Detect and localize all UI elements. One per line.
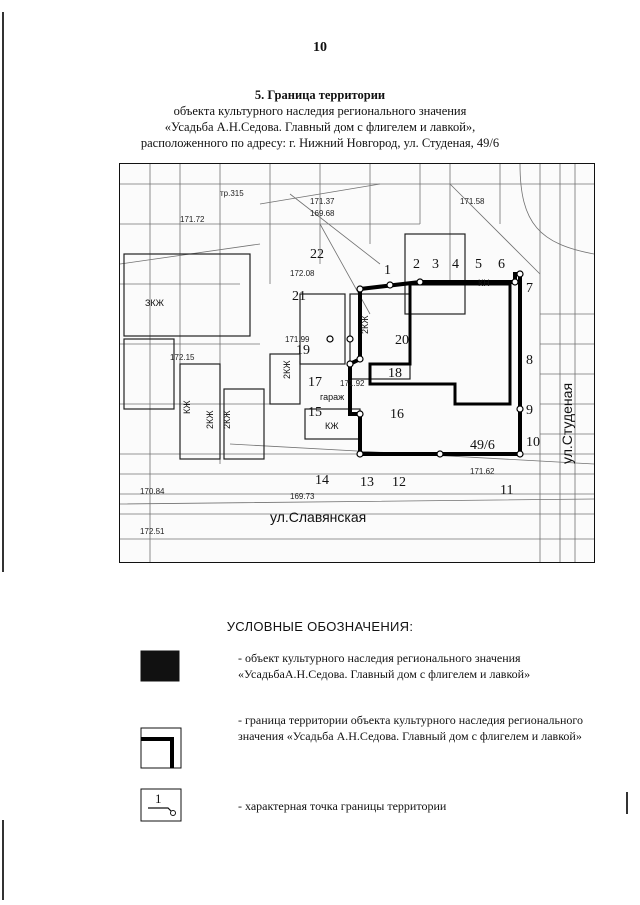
legend-item-heritage-object xyxy=(140,650,600,690)
point-number: 14 xyxy=(315,473,329,488)
scan-edge-left-bottom xyxy=(2,820,4,900)
street-label-studenaya: ул.Студеная xyxy=(559,382,575,464)
point-number: 17 xyxy=(308,375,322,390)
elevation-mark: 171.99 xyxy=(285,335,310,344)
point-number: 19 xyxy=(296,343,310,358)
house-number-label: 49/6 xyxy=(470,438,495,453)
elevation-mark: 171.62 xyxy=(470,467,495,476)
point-number: 7 xyxy=(526,281,533,296)
point-number: 18 xyxy=(388,366,402,381)
building-label: КЖ xyxy=(182,400,192,414)
boundary-line-icon xyxy=(140,727,182,769)
legend-item-territory-boundary xyxy=(140,712,600,772)
elevation-mark: 171.72 xyxy=(180,215,205,224)
legend-text: - граница территории объекта культурного наследия регионального значения «Усадьба А.Н.Седова. Главный дом с флигелем и лавкой» xyxy=(238,713,584,743)
heading-line-2: объекта культурного наследия регионального значения xyxy=(173,104,467,118)
elevation-mark: 170.84 xyxy=(140,487,165,496)
point-number: 9 xyxy=(526,403,533,418)
site-plan-drawing xyxy=(120,164,594,562)
heading-title: 5. Граница территории xyxy=(254,88,386,102)
elevation-mark: 169.68 xyxy=(310,209,335,218)
legend-text: - объект культурного наследия регионального значения «УсадьбаА.Н.Седова. Главный дом с флигелем и лавкой» xyxy=(238,651,531,681)
elevation-mark: 172.15 xyxy=(170,353,195,362)
point-number: 5 xyxy=(475,257,482,272)
point-number: 20 xyxy=(395,333,409,348)
building-label: КН xyxy=(478,278,490,288)
elevation-mark: 171.37 xyxy=(310,197,335,206)
scan-edge-left xyxy=(2,12,4,572)
boundary-points xyxy=(327,271,523,457)
heading-line-3: «Усадьба А.Н.Седова. Главный дом с флигелем и лавкой», xyxy=(164,120,476,134)
point-number: 11 xyxy=(500,483,514,498)
elevation-mark: 172.51 xyxy=(140,527,165,536)
elevation-mark: тр.315 xyxy=(220,189,244,198)
scan-edge-right xyxy=(626,792,628,814)
point-number: 13 xyxy=(360,475,374,490)
elevation-mark: 171.92 xyxy=(340,379,365,388)
heritage-building xyxy=(370,284,510,404)
point-number: 6 xyxy=(498,257,505,272)
legend-title: УСЛОВНЫЕ ОБОЗНАЧЕНИЯ: xyxy=(226,619,414,634)
section-heading xyxy=(60,87,580,151)
street-label-slavyanskaya: ул.Славянская xyxy=(270,509,367,525)
point-number: 1 xyxy=(384,263,391,278)
building-label: КЖ xyxy=(325,421,339,431)
boundary-point-icon xyxy=(140,788,182,822)
heading-line-4: расположенного по адресу: г. Нижний Новгород, ул. Студеная, 49/6 xyxy=(140,136,500,150)
point-number: 4 xyxy=(452,257,459,272)
point-number: 2 xyxy=(413,257,420,272)
point-number: 16 xyxy=(390,407,404,422)
page-number: 10 xyxy=(313,40,327,55)
elevation-mark: 171.58 xyxy=(460,197,485,206)
point-number: 12 xyxy=(392,475,406,490)
boundary-point-number: 1 xyxy=(155,791,162,806)
building-label: гараж xyxy=(320,392,345,402)
point-number: 21 xyxy=(292,289,306,304)
legend-item-boundary-point xyxy=(140,788,600,824)
filled-rectangle-icon xyxy=(140,650,180,682)
point-number: 15 xyxy=(308,405,322,420)
building-label: 2КЖ xyxy=(205,410,215,429)
building-label: 2КЖ xyxy=(282,360,292,379)
elevation-mark: 172.08 xyxy=(290,269,315,278)
building-label: 2КЖ xyxy=(360,315,370,334)
site-plan-map xyxy=(119,163,595,563)
building-label: 2КЖ xyxy=(222,410,232,429)
point-number: 3 xyxy=(432,257,439,272)
building-label: ЗКЖ xyxy=(145,298,164,308)
elevation-mark: 169.73 xyxy=(290,492,315,501)
point-number: 8 xyxy=(526,353,533,368)
legend-text: - характерная точка границы территории xyxy=(238,799,447,813)
point-number: 10 xyxy=(526,435,540,450)
point-number: 22 xyxy=(310,247,324,262)
